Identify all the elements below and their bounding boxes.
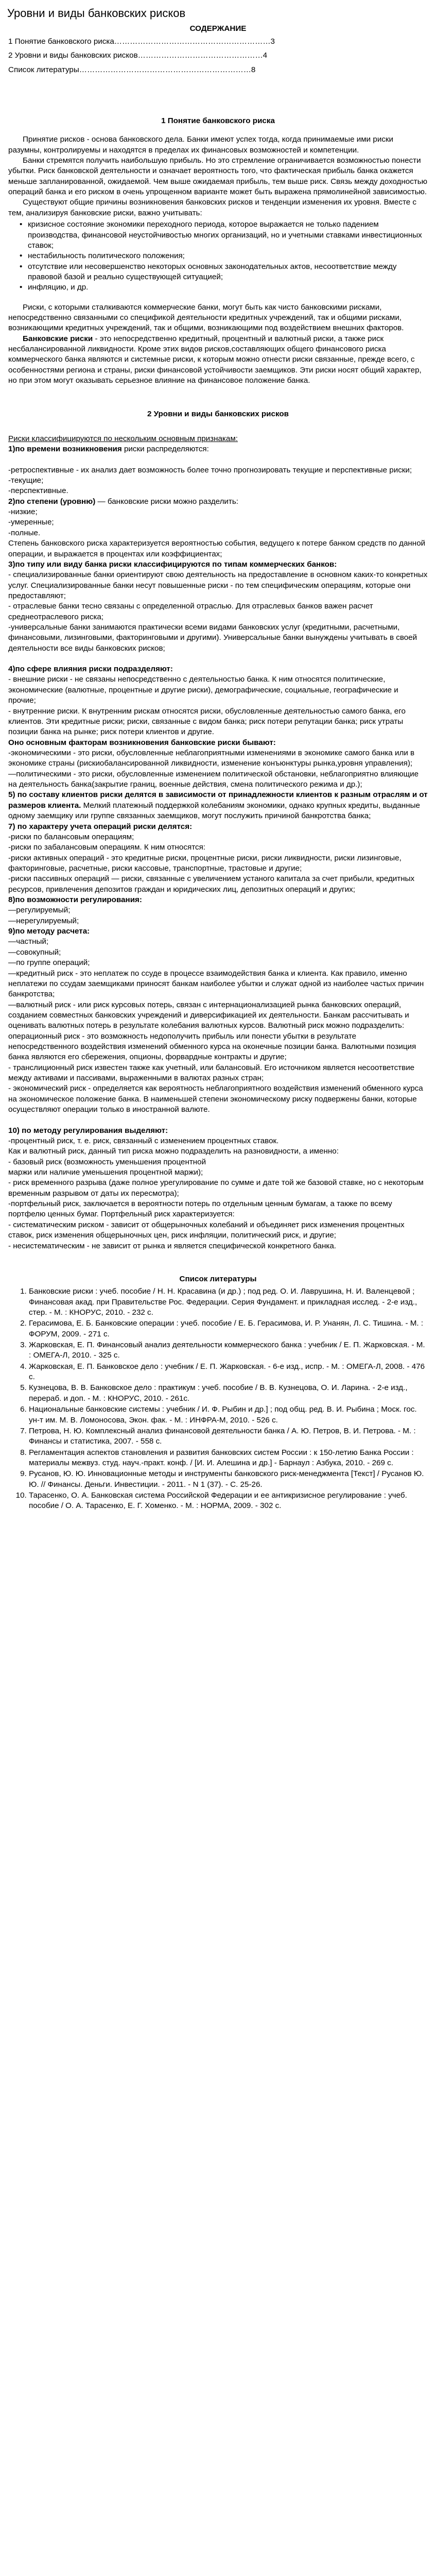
list-item: —политическими - это риски, обусловленные изменением политической обстановки, неблагоприятно влияющие на деятельность банка(закрытие границ, военные действия, смена политического режима и др.); bbox=[8, 769, 419, 789]
classification-heading: 8)по возможности регулирования: bbox=[8, 895, 142, 905]
list-item: -ретроспективные - их анализ дает возможность более точно прогнозировать текущие и перспективные риски; bbox=[8, 465, 412, 474]
references-list bbox=[8, 1286, 428, 1512]
subheading: Оно основным факторам возникновения банковские риски бывают: bbox=[8, 738, 276, 747]
reference-item: 4. Жарковская, Е. П. Банковское дело : учебник / Е. П. Жарковская. - 6-е изд., испр. - М. : ОМЕГА-Л, 2008. - 476 с. bbox=[29, 1362, 428, 1383]
reference-item: 3. Жарковская, Е. П. Финансовый анализ деятельности коммерческого банка : учебник / Е. П. Жарковская. - М. : ОМЕГА-Л, 2010. - 325 с. bbox=[29, 1340, 428, 1361]
bullet-list bbox=[8, 219, 428, 293]
list-item: —регулируемый; bbox=[8, 906, 71, 915]
list-item: -риски по балансовым операциям; bbox=[8, 832, 134, 841]
reference-item: 1. Банковские риски : учеб. пособие / Н. Н. Красавина (и др.) ; под ред. О. И. Лаврушина, Н. И. Валенцевой ; Финансовая акад. при Правительстве Рос. Федерации. Серия Фундамент. и прикладная исслед. - 2-е изд., стер. - М. : КНОРУС, 2010. - 232 с. bbox=[29, 1286, 428, 1318]
list-item: - внешние риски - не связаны непосредственно с деятельностью банка. К ним относятся политические, экономические (валютные, процентные и другие риски), демографические, социальные, географические и прочие; bbox=[8, 675, 398, 705]
list-item: -экономическими - это риски, обусловленные неблагоприятными изменениями в экономике самого банка или в экономике страны (рискиобалансированной ликвидности, изменение конъюнктуры рынка,уровня управления); bbox=[8, 748, 415, 768]
paragraph: - риск временного разрыва (даже полное урегулирование по сумме и дате той же базовой ставке, но с некоторым временным разрывом от даты их пересмотра); bbox=[8, 1178, 424, 1198]
classification-heading: 3)по типу или виду банка риски классифицируются по типам коммерческих банков: bbox=[8, 560, 337, 569]
reference-item: 9. Русанов, Ю. Ю. Инновационные методы и инструменты банковского риск-менеджмента [Текст] / Русанов Ю. Ю. // Финансы. Деньги. Инвестиции. - 2011. - N 1 (37). - С. 25-26. bbox=[29, 1469, 428, 1490]
paragraph: Существуют общие причины возникновения банковских рисков и тенденции изменения их уровня. Вместе с тем, анализируя банковские риски, важно учитывать: bbox=[8, 198, 417, 217]
paragraph: -портфельный риск, заключается в вероятности потерь по отдельным ценным бумагам, а также по всему портфелю ценных бумаг. Портфельный риск характеризуется: bbox=[8, 1199, 392, 1219]
list-item: - специализированные банки ориентируют свою деятельность на предоставление в основном каких-то конкретных услуг. Специализированные банки несут повышенные риски - по тем специфическим операциям, которые они предоставляют; bbox=[8, 570, 428, 600]
list-item: - базовый риск (возможность уменьшения процентной bbox=[8, 1157, 206, 1166]
list-item: - внутренние риски. К внутренним рискам относятся риски, обусловленные деятельностью самого банка, его клиентов. Эти кредитные риски; риски, связанные с видом банка; риск потери репутации банка; риск утраты позиции банка на рынке; риск потери клиентов и другие. bbox=[8, 706, 406, 737]
paragraph: -риски пассивных операций — риски, связанные с увеличением устаного капитала за счет прибыли, кредитных ресурсов, привлечения депозитов граждан и юридических лиц, депозитных операций и других; bbox=[8, 874, 415, 894]
references-heading: Список литературы bbox=[179, 1274, 257, 1283]
list-item: • отсутствие или несовершенство некоторых основных законодательных актов, несоответствие между правовой базой и реально существующей ситуацией; bbox=[28, 262, 428, 283]
paragraph: —кредитный риск - это неплатеж по ссуде в процессе взаимодействия банка и клиента. Как правило, именно неплатежи по ссудам заемщиками приносят банкам наиболее убытки и служат одной из наиболее частых причин банкротства; bbox=[8, 969, 424, 999]
list-item: - отраслевые банки тесно связаны с определенной отраслью. Для отраслевых банков важен расчет среднеотраслевого риска; bbox=[8, 602, 373, 621]
paragraph: - систематическим риском - зависит от общерыночных колебаний и объединяет риск изменения процентных ставок, риск изменения общерыночных цен, риск инфляции, политический риск, и другие; bbox=[8, 1220, 405, 1240]
list-item: -полные. bbox=[8, 528, 41, 537]
reference-item: 10. Тарасенко, О. А. Банковская система Российской Федерации и ее антикризисное регулирование : учеб. пособие / О. А. Тарасенко, Е. Г. Хоменко. - М. : НОРМА, 2009. - 302 с. bbox=[29, 1490, 428, 1512]
classification-heading: 10) по методу регулирования выделяют: bbox=[8, 1126, 168, 1135]
paragraph: Риски, с которыми сталкиваются коммерческие банки, могут быть как чисто банковскими рисками, непосредственно связанными со спецификой деятельности кредитных учреждений, так и общими рисками, возникающими кредитных учреждений, так и общими, возникающими под воздействием внешних факторов. bbox=[8, 302, 404, 333]
paragraph: операционный риск - это возможность недополучить прибыль или понести убытки в результате непосредственного воздействия изменений обменного курса на оконечные позиции банка. Валютными позиция банка являются его сбережения, опционы, форвардные контракты и другие; bbox=[8, 1031, 416, 1062]
list-item: -низкие; bbox=[8, 507, 38, 517]
reference-item: 8. Регламентация аспектов становления и развития банковских систем России : к 150-летию Банка России : материалы межвуз. студ. науч.-практ. конф. / [И. И. Алешина и др.] - Барнаул : Азбука, 2010. - 269 с. bbox=[29, 1448, 428, 1469]
paragraph: Принятие рисков - основа банковского дела. Банки имеют успех тогда, когда принимаемые ими риски разумны, контролируемы и находятся в пределах их финансовых возможностей и компетенции. bbox=[8, 135, 394, 155]
list-item: -перспективные. bbox=[8, 486, 68, 496]
list-item: —частный; bbox=[8, 937, 49, 946]
list-item: • нестабильность политического положения; bbox=[28, 251, 428, 261]
list-item: • кризисное состояние экономики переходного периода, которое выражается не только падением производства, финансовой неустойчивостью многих организаций, но и учетными ставками инвестиционных ставок; bbox=[28, 219, 428, 251]
classification-heading: 2)по степени (уровню) — банковские риски можно разделить: bbox=[8, 497, 238, 506]
section-heading: 2 Уровни и виды банковских рисков bbox=[147, 409, 289, 418]
paragraph: -риски активных операций - это кредитные риски, процентные риски, риски ликвидности, риски лизинговые, факторинговые, расчетные, риски кассовые, транспортные, трастовые и другие; bbox=[8, 853, 402, 873]
list-item: —нерегулируемый; bbox=[8, 916, 79, 925]
toc-heading: СОДЕРЖАНИЕ bbox=[189, 24, 247, 33]
paragraph: —валютный риск - или риск курсовых потерь, связан с интернационализацией рынка банковских операций, созданием совместных банковских учреждений и диверсификацией их деятельности. Банкам рассчитывать и оценивать валютных потерь в результате колебания валютных курсов. Валютный риск можно подразделить: bbox=[8, 1000, 409, 1030]
list-item: —совокупный; bbox=[8, 947, 61, 957]
reference-item: 6. Национальные банковские системы : учебник / И. Ф. Рыбин и др.] ; под общ. ред. В. И. Рыбина ; Моск. гос. ун-т им. М. В. Ломоносова, Экон. фак. - М. : ИНФРА-М, 2010. - 526 с. bbox=[29, 1404, 428, 1426]
classification-heading: 5) по составу клиентов риски делятся в зависимости от принадлежности клиентов к разным отраслям и от размеров клиента. Мелкий платежный поддержкой колебаниям экономики, однако крупных кредиты, выданные одному заемщику или группе связанных заемщиков, могут послужить причиной банкротства банка; bbox=[8, 790, 428, 821]
paragraph bbox=[8, 334, 428, 386]
reference-item: 7. Петрова, Н. Ю. Комплексный анализ финансовой деятельности банка / А. Ю. Петров, В. И. Петрова. - М. : Финансы и статистика, 2007. - 558 с. bbox=[29, 1426, 428, 1447]
classification-heading: 1)по времени возникновения риски распределяются: bbox=[8, 445, 209, 454]
paragraph: - несистематическим - не зависит от рынка и является специфической конкретного банка. bbox=[8, 1241, 336, 1250]
paragraph: - транслиционный риск известен также как учетный, или балансовый. Его источником является несоответствие между активами и пассивами, выраженными в валютах разных стран; bbox=[8, 1063, 415, 1083]
classification-heading: 4)по сфере влияния риски подразделяют: bbox=[8, 665, 173, 674]
paragraph: Степень банковского риска характеризуется вероятностью события, ведущего к потере банком средств по данной операции, и выражается в процентах или коэффициентах; bbox=[8, 539, 426, 558]
list-item: -риски по забалансовым операциям. К ним относятся: bbox=[8, 843, 206, 852]
list-item: -текущие; bbox=[8, 476, 44, 485]
section-heading: 1 Понятие банковского риска bbox=[161, 116, 275, 125]
paragraph-text: - это непосредственно кредитный, процентный и валютный риски, а также риск несбалансированной ликвидности. Кроме этих видов рисков,составляющих общего финансового риска коммерческого банка являются и системные риски, к которым можно отнести риски связанные, прежде всего, с особенностями региона и страны, риски финансовой устойчивости заемщиков. Эти риски носят общий характер, но при этом могут оказывать серьезное влияние на финансовое положение банка. bbox=[8, 334, 422, 385]
list-item: маржи или наличие уменьшения процентной маржи); bbox=[8, 1168, 203, 1177]
classification-heading: 7) по характеру учета операций риски делятся: bbox=[8, 822, 193, 831]
document-body bbox=[0, 24, 436, 1512]
reference-item: 2. Герасимова, Е. Б. Банковские операции : учеб. пособие / Е. Б. Герасимова, И. Р. Унанян, Л. С. Тишина. - М. : ФОРУМ, 2009. - 271 с. bbox=[29, 1318, 428, 1340]
list-item: -умеренные; bbox=[8, 518, 54, 527]
paragraph: - экономический риск - определяется как вероятность неблагоприятного воздействия изменений обменного курса на экономическое положение банка. В наименьшей степени экономическому риску подвержены банки, которые осуществляют операции только в иностранной валюте. bbox=[8, 1084, 423, 1114]
page-title: Уровни и виды банковских рисков bbox=[7, 7, 186, 20]
toc-item[interactable]: 1 Понятие банковского риска……………………………………………………3 bbox=[8, 37, 275, 46]
classification-heading: 9)по методу расчета: bbox=[8, 927, 90, 936]
bold-term: Банковские риски bbox=[23, 334, 93, 343]
list-item: • инфляцию, и др. bbox=[28, 282, 428, 293]
toc-item[interactable]: 2 Уровни и виды банковских рисков…………………………………………4 bbox=[8, 51, 268, 60]
list-item: -процентный риск, т. е. риск, связанный с изменением процентных ставок. bbox=[8, 1136, 279, 1145]
paragraph: Риски классифицируются по нескольким основным признакам: bbox=[8, 434, 238, 443]
list-item: -универсальные банки занимаются практически всеми видами банковских услуг (кредитными, расчетными, финансовыми, лизинговыми, факторинговыми и другими). Универсальные банки вынуждены учитывать в своей деятельности все виды банковских рисков; bbox=[8, 623, 417, 653]
paragraph: Банки стремятся получить наибольшую прибыль. Но это стремление ограничивается возможностью понести убытки. Риск банковской деятельности и означает вероятность того, что фактическая прибыль банка окажется меньше запланированной, ожидаемой. Чем выше ожидаемая прибыль, тем выше риск. Связь между доходностью операций банка и его риском в очень упрощенном варианте может быть выражена прямолинейной зависимостью. bbox=[8, 156, 428, 197]
paragraph: Как и валютный риск, данный тип риска можно подразделить на разновидности, а именно: bbox=[8, 1147, 339, 1156]
list-item: —по группе операций; bbox=[8, 958, 90, 968]
reference-item: 5. Кузнецова, В. В. Банковское дело : практикум : учеб. пособие / В. В. Кузнецова, О. И. Ларина. - 2-е изд., перераб. и доп. - М. : КНОРУС, 2010. - 261с. bbox=[29, 1383, 428, 1404]
toc-item[interactable]: Список литературы…………………………………………………………8 bbox=[8, 65, 256, 74]
